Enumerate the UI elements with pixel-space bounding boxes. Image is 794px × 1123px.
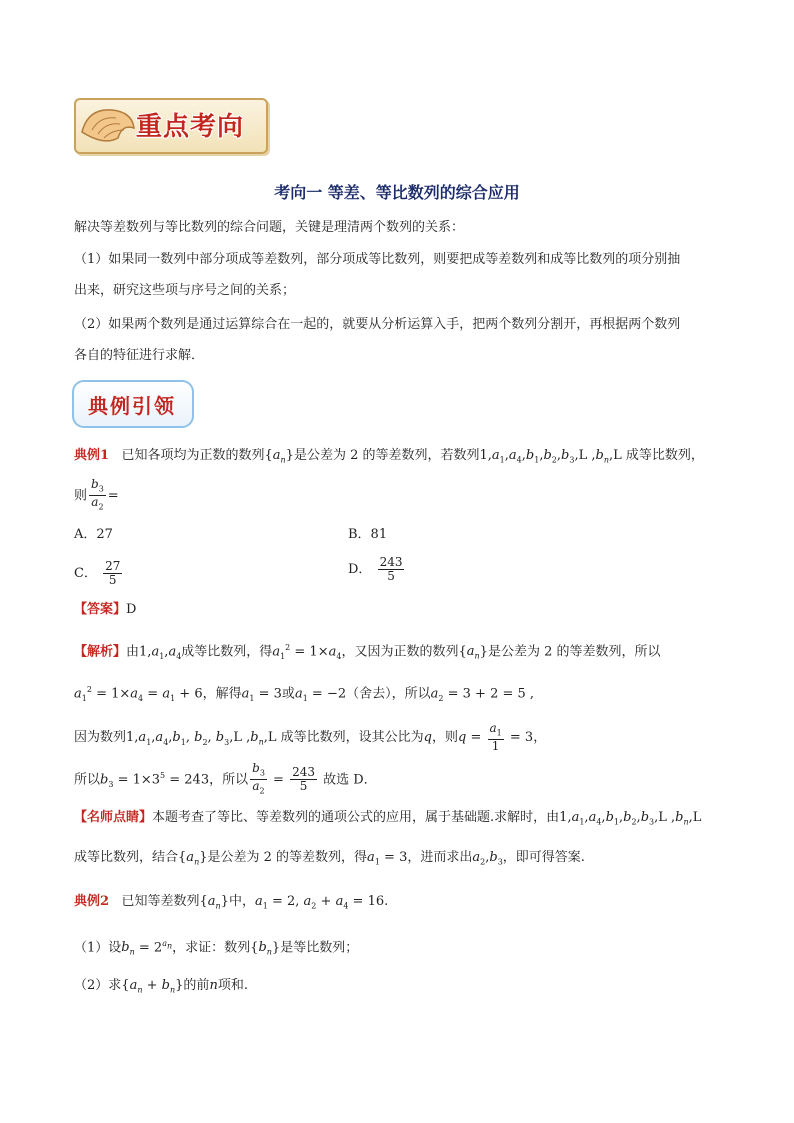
examples-badge <box>72 380 194 428</box>
comment-text: ，即可得答案. <box>502 850 585 865</box>
intro-line-4: （2）如果两个数列是通过运算综合在一起的，就要从分析运算入手，把两个数列分割开，再根据两个数列 <box>74 317 681 332</box>
analysis-text: 是公差为 2 的等差数列，所以 <box>487 644 661 660</box>
analysis-text: （舍去），所以 <box>346 686 431 702</box>
conch-shell-icon <box>78 102 138 148</box>
comment-text: ，进而求出 <box>407 850 473 865</box>
comment-text: 是公差为 2 的等差数列，得 <box>207 850 368 865</box>
option-d <box>348 556 406 583</box>
intro-line-1: 解决等差数列与等比数列的综合问题，关键是理清两个数列的关系： <box>74 220 465 235</box>
fraction-numerator: 243 <box>379 555 403 569</box>
answer-value: D <box>126 602 137 617</box>
fraction-denominator: 5 <box>108 573 117 587</box>
answer-line <box>74 601 136 619</box>
section-banner <box>74 98 264 150</box>
question-text: 是等比数列； <box>280 940 359 956</box>
stem-text: 成等比数列， <box>625 448 704 463</box>
option-label: C． <box>74 566 97 581</box>
option-a: A．27 <box>74 527 113 542</box>
example2-label: 典例2 <box>74 894 110 909</box>
analysis-text: ，则 <box>431 730 458 746</box>
fraction <box>378 556 405 583</box>
analysis-text: 由 <box>126 644 140 660</box>
comment-line-2: 成等比数列，结合$\{a_n\}$是公差为 2 的等差数列，得$a_1 = 3$，进而求出$a_2,b_3$，即可得答案. <box>74 850 585 867</box>
analysis-line-1: 【解析】由$1,a_1,a_4$成等比数列，得$a_1^2 = 1\times a_4$，又因为正数的数列$\{a_n\}$是公差为 2 的等差数列，所以 <box>74 643 661 661</box>
question-text: ，求证：数列 <box>172 940 251 956</box>
badge-title: 典例引领 <box>88 394 176 418</box>
intro-line-2: （1）如果同一数列中部分项成等差数列，部分项成等比数列，则要把成等差数列和成等比数列的项分别抽 <box>74 252 681 267</box>
fraction: $\frac{b_3}{a_2}$ <box>91 477 104 512</box>
option-b: B．81 <box>348 527 388 542</box>
question-text: （1）设 <box>74 940 122 956</box>
analysis-label: 【解析】 <box>74 644 127 660</box>
example2-q1: （1）设$b_n = 2^{a_n}$，求证：数列$\{b_n\}$是等比数列； <box>74 939 359 957</box>
analysis-text: ，所以 <box>209 772 249 788</box>
fraction-numerator: 27 <box>105 559 121 573</box>
equals-sign: = <box>107 488 119 504</box>
analysis-text: 因为数列 <box>74 730 127 746</box>
analysis-text: ，解得 <box>202 686 242 702</box>
analysis-line-4: 所以$b_3 = 1\times 3^5 = 243$，所以 $\frac{b_3}{a_2}$ = $\frac{243}{5}$ 故选 D． <box>74 761 377 796</box>
fraction: $\frac{243}{5}$ <box>292 765 315 794</box>
analysis-text: ， <box>533 730 547 746</box>
analysis-text: 成等比数列，设其公比为 <box>280 730 424 746</box>
analysis-text: ，又因为正数的数列 <box>341 644 459 660</box>
stem-text: 则 <box>74 488 88 504</box>
comment-text: 本题考查了等比、等差数列的通项公式的应用，属于基础题.求解时，由 <box>152 810 560 825</box>
analysis-line-2: $a_1^2 = 1\times a_4 = a_1 + 6$，解得$a_1 = 3$或$a_1 = -2$（舍去），所以$a_2 = 3 + 2 = 5$ , <box>74 685 535 703</box>
stem-text: 已知等差数列 <box>121 894 200 909</box>
stem-text: 已知各项均为正数的数列 <box>121 448 265 463</box>
question-text: 项和. <box>217 978 248 993</box>
intro-line-3: 出来，研究这些项与序号之间的关系； <box>74 283 296 298</box>
analysis-text: 或 <box>281 686 295 702</box>
fraction <box>103 560 122 587</box>
intro-line-5: 各自的特征进行求解． <box>74 348 205 363</box>
fraction: $\frac{a_1}{1}$ <box>489 721 502 754</box>
comment-label: 【名师点睛】 <box>74 810 153 825</box>
analysis-text: 故选 D． <box>323 772 377 788</box>
example2-q2: （2）求$\{a_n + b_n\}$的前n项和. <box>74 978 248 995</box>
example2-stem: 典例2 已知等差数列$\{a_n\}$中，$a_1 = 2$, $a_2 + a_4 = 16$. <box>74 894 389 911</box>
example1-ask <box>74 478 119 514</box>
banner-title: 重点考向 <box>136 112 245 142</box>
fraction-denominator: 5 <box>387 569 395 583</box>
analysis-line-3: 因为数列$1,a_1,a_4,b_1$, $b_2$, $b_3,L$ $,b_n,L$ 成等比数列，设其公比为q，则q = $\frac{a_1}{1}$ = 3， <box>74 721 547 754</box>
stem-text: 中， <box>228 894 255 909</box>
section-title: 考向一 等差、等比数列的综合应用 <box>274 183 520 202</box>
analysis-text: 所以 <box>74 772 101 788</box>
analysis-text: 成等比数列，得 <box>181 644 273 660</box>
stem-text: 是公差为 2 的等差数列，若数列 <box>293 448 480 463</box>
option-c <box>74 560 124 587</box>
comment-text: 成等比数列，结合 <box>74 850 179 865</box>
example1-label: 典例1 <box>74 448 110 463</box>
answer-label: 【答案】 <box>74 602 127 617</box>
question-text: （2）求 <box>74 978 122 993</box>
fraction: $\frac{b_3}{a_2}$ <box>252 761 265 796</box>
example1-stem: 典例1 已知各项均为正数的数列$\{a_n\}$是公差为 2 的等差数列，若数列$1,a_1,a_4,b_1,b_2,b_3,L$ $,b_n,L$ 成等比数列， <box>74 448 704 465</box>
question-text: 的前 <box>183 978 210 993</box>
option-label: D． <box>348 562 372 577</box>
comment-line-1: 【名师点睛】本题考查了等比、等差数列的通项公式的应用，属于基础题.求解时，由$1,a_1,a_4,b_1,b_2,b_3,L$ $,b_n,L$ <box>74 810 702 827</box>
